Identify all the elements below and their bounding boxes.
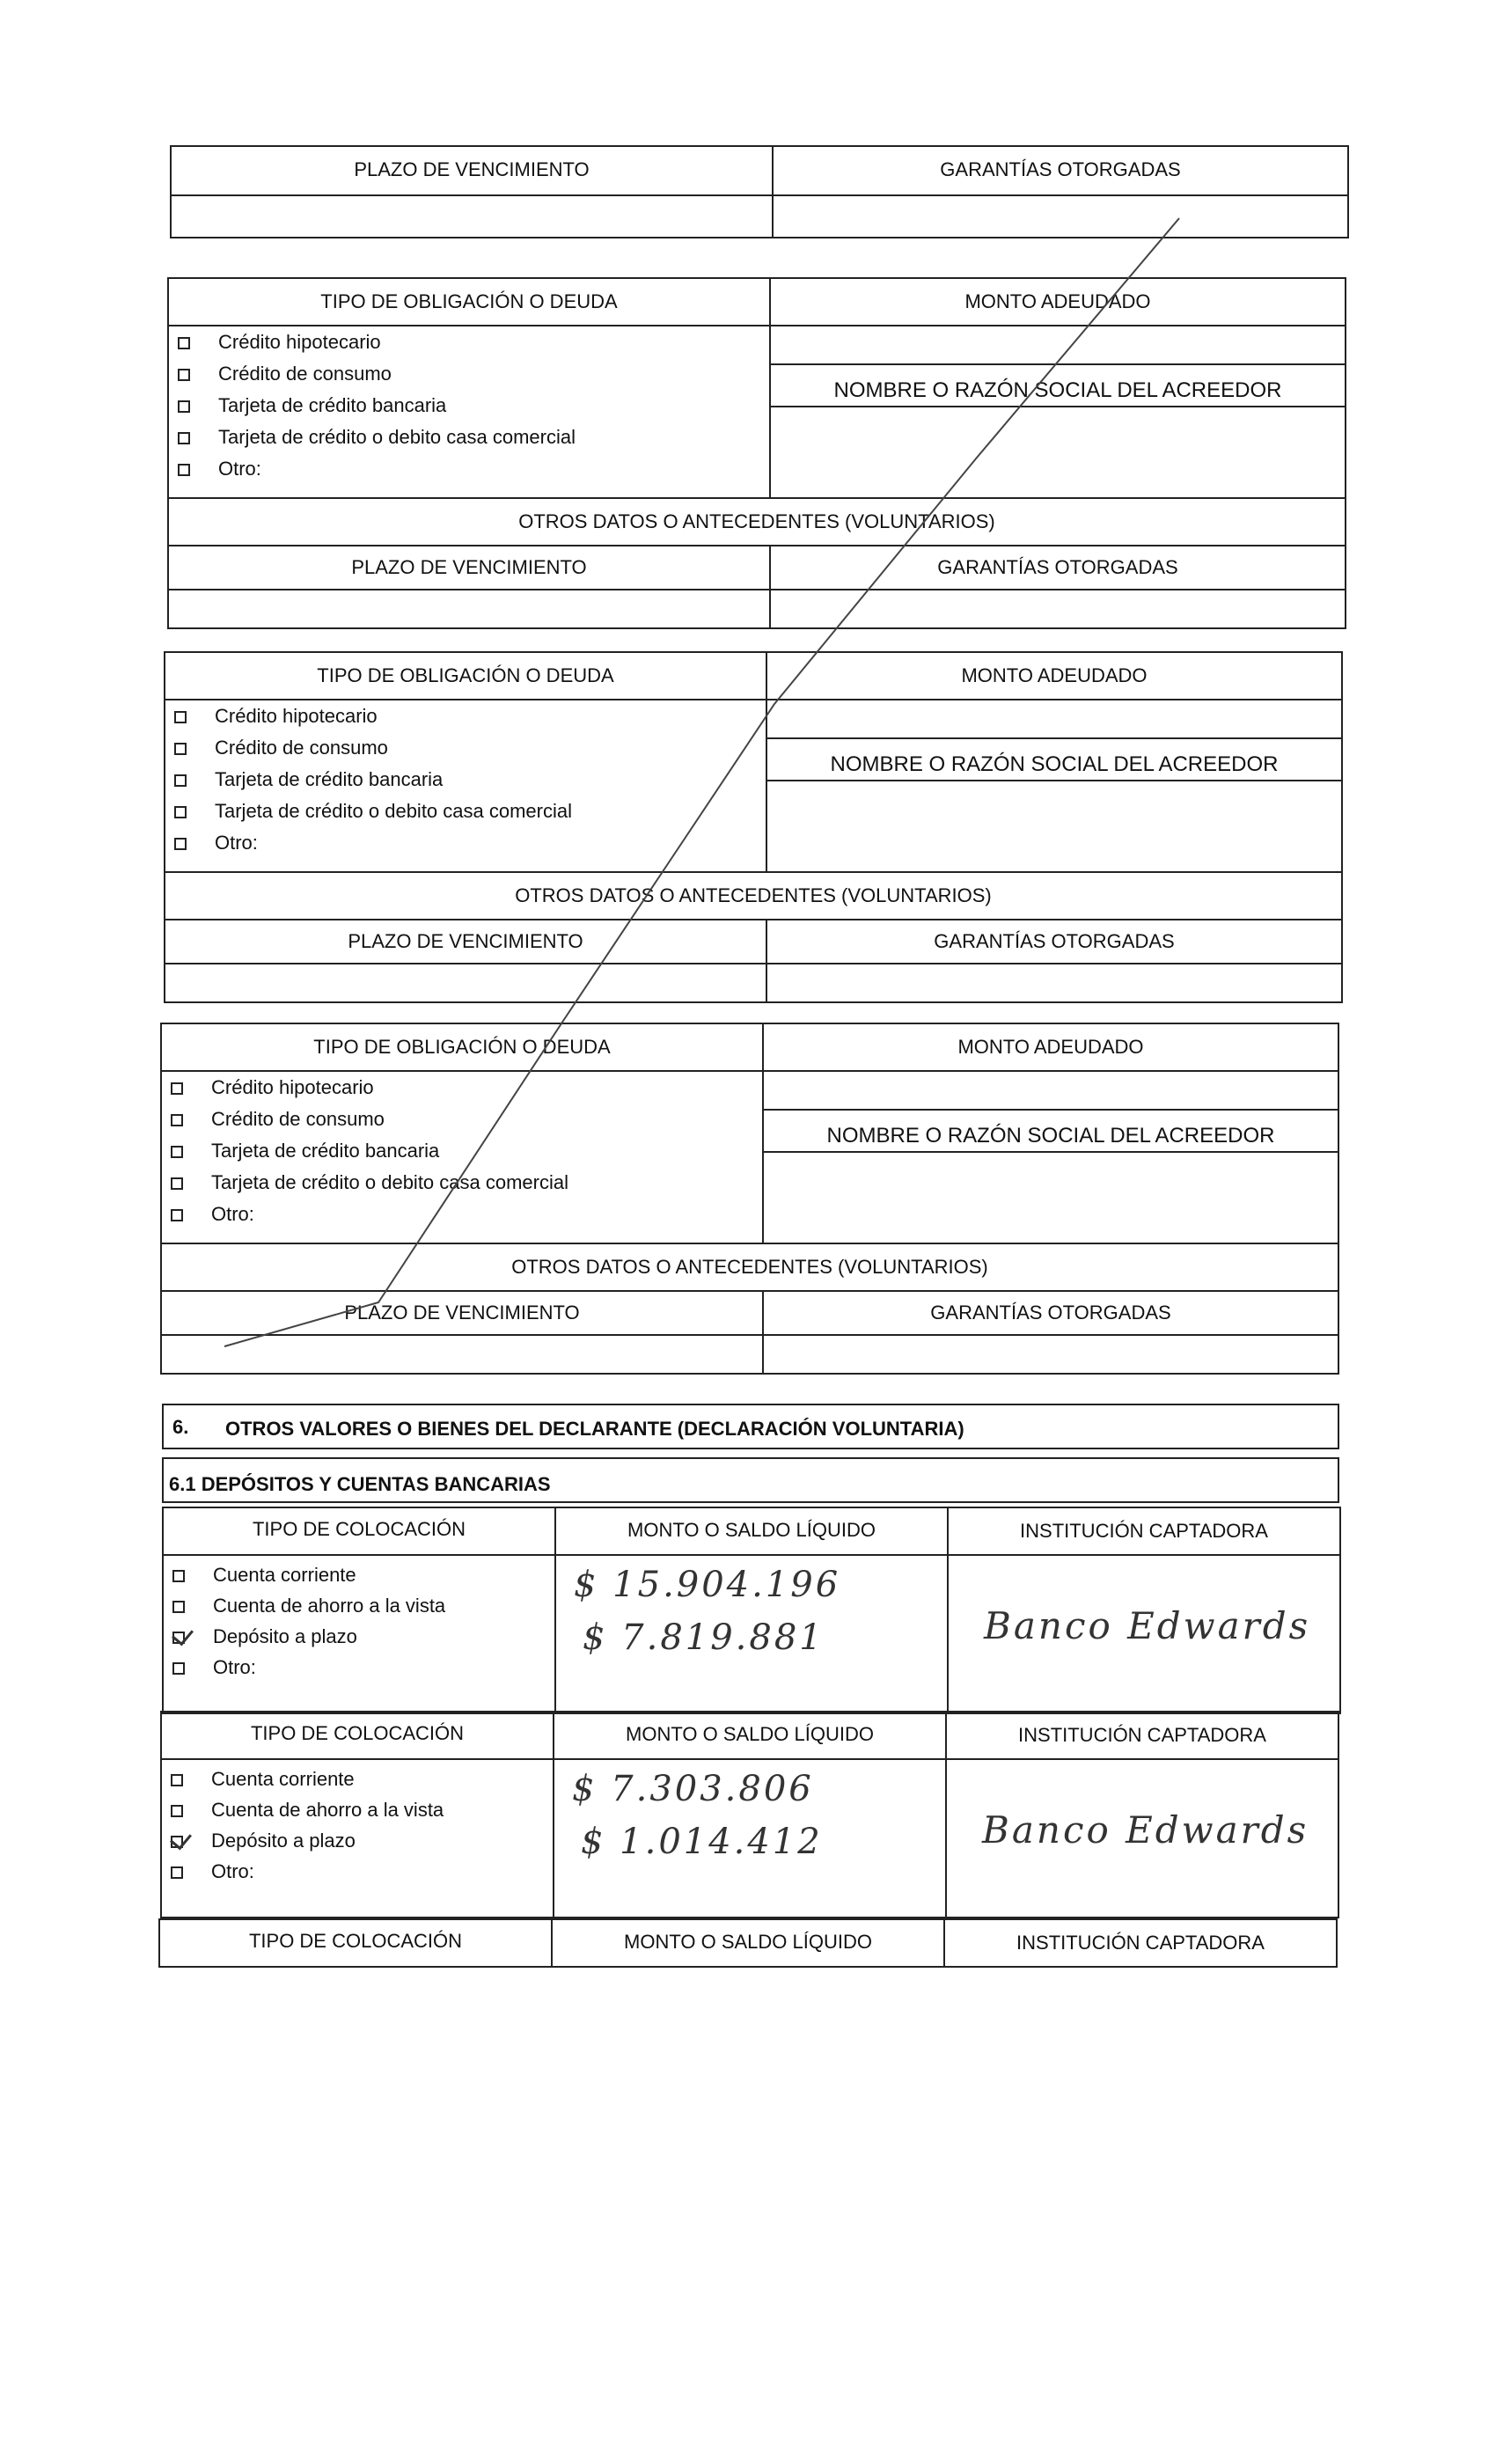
debt-option-label: Crédito hipotecario	[218, 331, 381, 353]
plazo-header: PLAZO DE VENCIMIENTO	[168, 546, 770, 590]
deposit-option-label: Cuenta corriente	[211, 1768, 355, 1790]
garantias-header: GARANTÍAS OTORGADAS	[763, 1291, 1338, 1335]
tipo-obligacion-header: TIPO DE OBLIGACIÓN O DEUDA	[168, 278, 770, 326]
debt-option-label: Crédito de consumo	[211, 1108, 385, 1130]
section-number: 6.	[172, 1416, 189, 1438]
deposit-option-label: Cuenta de ahorro a la vista	[211, 1799, 444, 1821]
handwritten-amount: $ 7.819.881	[583, 1617, 825, 1658]
deposit-option-label: Cuenta de ahorro a la vista	[213, 1595, 446, 1617]
debt-option-label: Crédito hipotecario	[215, 705, 378, 727]
institucion-header: INSTITUCIÓN CAPTADORA	[948, 1507, 1340, 1555]
debt-option-label: Otro:	[215, 832, 258, 854]
debt-option-label: Tarjeta de crédito o debito casa comercial	[218, 426, 576, 448]
debt-option-label: Tarjeta de crédito o debito casa comercial	[215, 800, 572, 822]
debt-option-label: Tarjeta de crédito bancaria	[215, 768, 444, 790]
garantias-header: GARANTÍAS OTORGADAS	[773, 146, 1348, 195]
monto-adeudado-header: MONTO ADEUDADO	[763, 1023, 1338, 1071]
handwritten-amount: $ 7.303.806	[572, 1769, 814, 1809]
nombre-acreedor-label: NOMBRE O RAZÓN SOCIAL DEL ACREEDOR	[771, 365, 1345, 407]
tipo-obligacion-header: TIPO DE OBLIGACIÓN O DEUDA	[165, 652, 766, 700]
handwritten-institution: Banco Edwards	[982, 1808, 1309, 1852]
debt-option-label: Crédito de consumo	[218, 363, 392, 385]
plazo-header: PLAZO DE VENCIMIENTO	[165, 920, 766, 964]
handwritten-amount: $ 15.904.196	[574, 1565, 841, 1605]
garantias-header: GARANTÍAS OTORGADAS	[766, 920, 1342, 964]
monto-saldo-header: MONTO O SALDO LÍQUIDO	[555, 1507, 948, 1555]
monto-adeudado-header: MONTO ADEUDADO	[770, 278, 1346, 326]
plazo-header: PLAZO DE VENCIMIENTO	[161, 1291, 763, 1335]
debt-option-label: Otro:	[218, 458, 261, 480]
debt-option-label: Tarjeta de crédito o debito casa comercial	[211, 1171, 568, 1193]
handwritten-amount: $ 1.014.412	[581, 1822, 823, 1862]
deposit-option-label: Otro:	[213, 1656, 256, 1678]
institucion-header: INSTITUCIÓN CAPTADORA	[946, 1712, 1338, 1759]
section-title: OTROS VALORES O BIENES DEL DECLARANTE (DECLARACIÓN VOLUNTARIA)	[225, 1418, 964, 1440]
deposit-option-label: Otro:	[211, 1860, 254, 1882]
otros-datos-header: OTROS DATOS O ANTECEDENTES (VOLUNTARIOS)	[168, 498, 1346, 546]
deposit-option-label: Cuenta corriente	[213, 1564, 356, 1586]
tipo-colocacion-header: TIPO DE COLOCACIÓN	[161, 1712, 554, 1759]
nombre-acreedor-label: NOMBRE O RAZÓN SOCIAL DEL ACREEDOR	[764, 1111, 1338, 1153]
deposit-option-label: Depósito a plazo	[213, 1625, 357, 1647]
monto-saldo-header: MONTO O SALDO LÍQUIDO	[554, 1712, 946, 1759]
monto-saldo-header: MONTO O SALDO LÍQUIDO	[552, 1919, 944, 1967]
tipo-obligacion-header: TIPO DE OBLIGACIÓN O DEUDA	[161, 1023, 763, 1071]
debt-option-label: Tarjeta de crédito bancaria	[218, 394, 447, 416]
debt-option-label: Crédito hipotecario	[211, 1076, 374, 1098]
tipo-colocacion-header: TIPO DE COLOCACIÓN	[159, 1919, 552, 1967]
otros-datos-header: OTROS DATOS O ANTECEDENTES (VOLUNTARIOS)	[165, 872, 1342, 920]
debt-option-label: Crédito de consumo	[215, 737, 388, 759]
nombre-acreedor-label: NOMBRE O RAZÓN SOCIAL DEL ACREEDOR	[767, 739, 1341, 781]
deposit-option-label: Depósito a plazo	[211, 1830, 356, 1852]
tipo-colocacion-header: TIPO DE COLOCACIÓN	[163, 1507, 555, 1555]
garantias-header: GARANTÍAS OTORGADAS	[770, 546, 1346, 590]
subsection-title: 6.1 DEPÓSITOS Y CUENTAS BANCARIAS	[169, 1473, 551, 1495]
institucion-header: INSTITUCIÓN CAPTADORA	[944, 1919, 1337, 1967]
handwritten-institution: Banco Edwards	[984, 1604, 1311, 1647]
debt-option-label: Tarjeta de crédito bancaria	[211, 1140, 440, 1162]
debt-option-label: Otro:	[211, 1203, 254, 1225]
monto-adeudado-header: MONTO ADEUDADO	[766, 652, 1342, 700]
otros-datos-header: OTROS DATOS O ANTECEDENTES (VOLUNTARIOS)	[161, 1243, 1338, 1291]
plazo-header: PLAZO DE VENCIMIENTO	[171, 146, 773, 195]
